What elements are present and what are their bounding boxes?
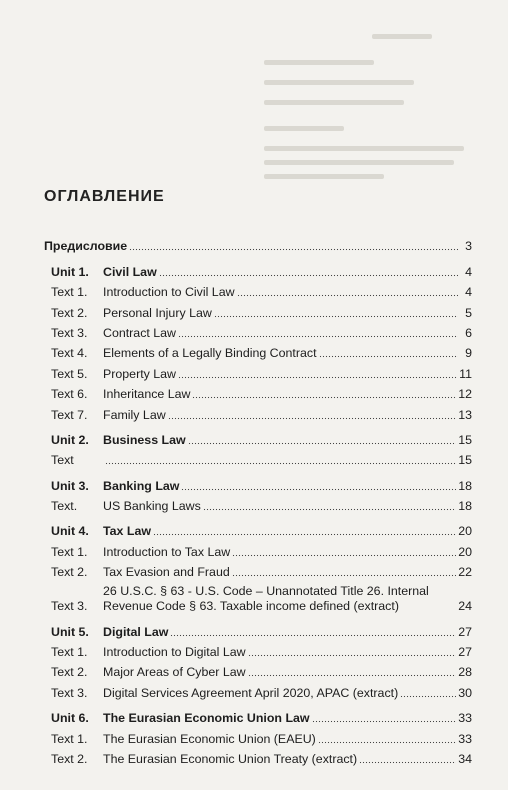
page-number: 33 xyxy=(458,711,472,726)
entry-label: Text 1. xyxy=(51,645,88,660)
page-number: 15 xyxy=(458,432,472,447)
page-number: 33 xyxy=(458,731,472,746)
entry-label: Text 6. xyxy=(51,387,88,402)
table-of-contents xyxy=(44,234,472,767)
page-number: 27 xyxy=(458,645,472,660)
toc-text-row xyxy=(44,747,472,767)
page-number: 18 xyxy=(458,499,472,514)
entry-title: Digital Law xyxy=(103,624,169,639)
entry-title: Introduction to Tax Law xyxy=(103,544,231,559)
dot-leader xyxy=(178,335,458,338)
entry-label: Text 1. xyxy=(51,544,88,559)
entry-label: Text 2. xyxy=(51,751,88,766)
toc-text-row xyxy=(44,300,472,320)
toc-text-row xyxy=(44,580,472,614)
entry-label: Text 2. xyxy=(51,665,88,680)
entry-title: The Eurasian Economic Union (EAEU) xyxy=(103,731,316,746)
entry-label: Unit 6. xyxy=(51,711,89,726)
toc-unit-row xyxy=(44,619,472,639)
entry-label: Text 2. xyxy=(51,565,88,580)
dot-leader xyxy=(237,294,458,297)
entry-title: Banking Law xyxy=(103,478,180,493)
toc-preface xyxy=(44,234,472,254)
entry-label: Text. xyxy=(51,499,78,514)
dot-leader xyxy=(248,674,457,677)
entry-label: Text 1. xyxy=(51,731,88,746)
page-number: 28 xyxy=(458,665,472,680)
page-number: 4 xyxy=(465,285,472,300)
entry-title: Family Law xyxy=(103,407,166,422)
dot-leader xyxy=(248,654,457,657)
entry-label: Unit 5. xyxy=(51,624,89,639)
entry-title: The Eurasian Economic Union Law xyxy=(103,711,310,726)
page-number: 20 xyxy=(458,524,472,539)
page-number: 4 xyxy=(465,264,472,279)
entry-title: US Banking Laws xyxy=(103,499,201,514)
toc-unit-row xyxy=(44,519,472,539)
dot-leader xyxy=(232,574,456,577)
entry-title: Digital Services Agreement April 2020, APAC (extract) xyxy=(103,685,399,700)
dot-leader xyxy=(359,761,456,764)
dot-leader xyxy=(159,274,458,277)
page-number: 24 xyxy=(458,599,472,614)
toc-text-row xyxy=(44,539,472,559)
entry-label: Text 2. xyxy=(51,305,88,320)
dot-leader xyxy=(168,417,457,420)
entry-label: Unit 1. xyxy=(51,264,89,279)
toc-text-row xyxy=(44,280,472,300)
toc-text-row xyxy=(44,660,472,680)
page-number: 34 xyxy=(458,751,472,766)
toc-text-row xyxy=(44,361,472,381)
entry-title: Civil Law xyxy=(103,264,157,279)
dot-leader xyxy=(192,396,456,399)
toc-text-row xyxy=(44,640,472,660)
page-number: 6 xyxy=(465,325,472,340)
entry-title: Tax Evasion and Fraud xyxy=(103,565,230,580)
dot-leader xyxy=(319,355,458,358)
entry-title: Major Areas of Cyber Law xyxy=(103,665,246,680)
toc-unit-row xyxy=(44,706,472,726)
toc-text-row xyxy=(44,321,472,341)
bleed-through-text xyxy=(0,0,508,200)
entry-label: Unit 3. xyxy=(51,478,89,493)
toc-text-row xyxy=(44,448,472,468)
dot-leader xyxy=(170,634,456,637)
entry-label: Unit 4. xyxy=(51,524,89,539)
page-number: 9 xyxy=(465,346,472,361)
dot-leader xyxy=(188,442,457,445)
toc-text-row xyxy=(44,680,472,700)
toc-text-row xyxy=(44,560,472,580)
entry-title: The Eurasian Economic Union Treaty (extract) xyxy=(103,751,358,766)
page-number: 18 xyxy=(458,478,472,493)
toc-text-row xyxy=(44,402,472,422)
entry-title: Contract Law xyxy=(103,325,177,340)
entry-title: Elements of a Legally Binding Contract xyxy=(103,346,317,361)
entry-title: Personal Injury Law xyxy=(103,305,212,320)
page-title: ОГЛАВЛЕНИЕ xyxy=(44,188,165,205)
entry-label: Text 7. xyxy=(51,407,88,422)
entry-title: Tax Law xyxy=(103,524,151,539)
page-number: 12 xyxy=(458,387,472,402)
entry-title: Introduction to Digital Law xyxy=(103,645,246,660)
entry-label: Text 5. xyxy=(51,366,88,381)
page-number: 22 xyxy=(458,565,472,580)
entry-label: Text 3. xyxy=(51,325,88,340)
entry-title: Property Law xyxy=(103,366,177,381)
dot-leader xyxy=(203,508,456,511)
dot-leader xyxy=(400,695,456,698)
entry-label: Text xyxy=(51,453,74,468)
preface-title: Предисловие xyxy=(44,239,128,254)
page-number: 15 xyxy=(458,453,472,468)
page-number: 20 xyxy=(458,544,472,559)
dot-leader xyxy=(178,376,457,379)
entry-label: Text 3. xyxy=(51,685,88,700)
toc-unit-row xyxy=(44,428,472,448)
entry-title: Inheritance Law xyxy=(103,387,191,402)
page-number: 13 xyxy=(458,407,472,422)
page-number: 3 xyxy=(465,239,472,254)
dot-leader xyxy=(318,741,456,744)
toc-text-row xyxy=(44,341,472,361)
toc-text-row xyxy=(44,382,472,402)
entry-label: Unit 2. xyxy=(51,432,89,447)
entry-title: 26 U.S.C. § 63 - U.S. Code – Unannotated Title 26. Internal Revenue Code § 63. Taxable income defined (extract) xyxy=(103,584,429,614)
dot-leader xyxy=(232,554,456,557)
entry-label: Text 3. xyxy=(51,599,88,614)
toc-unit-row xyxy=(44,473,472,493)
entry-label: Text 4. xyxy=(51,346,88,361)
entry-title: Introduction to Civil Law xyxy=(103,285,235,300)
page-number: 5 xyxy=(465,305,472,320)
entry-label: Text 1. xyxy=(51,285,88,300)
page-number: 30 xyxy=(458,685,472,700)
dot-leader xyxy=(129,248,458,251)
toc-unit-row xyxy=(44,259,472,279)
toc-text-row xyxy=(44,726,472,746)
dot-leader xyxy=(153,533,456,536)
dot-leader xyxy=(105,462,456,465)
page-number: 11 xyxy=(459,366,472,381)
toc-text-row xyxy=(44,494,472,514)
page-number: 27 xyxy=(458,624,472,639)
dot-leader xyxy=(181,488,456,491)
dot-leader xyxy=(312,720,457,723)
entry-title: Business Law xyxy=(103,432,186,447)
dot-leader xyxy=(214,315,458,318)
